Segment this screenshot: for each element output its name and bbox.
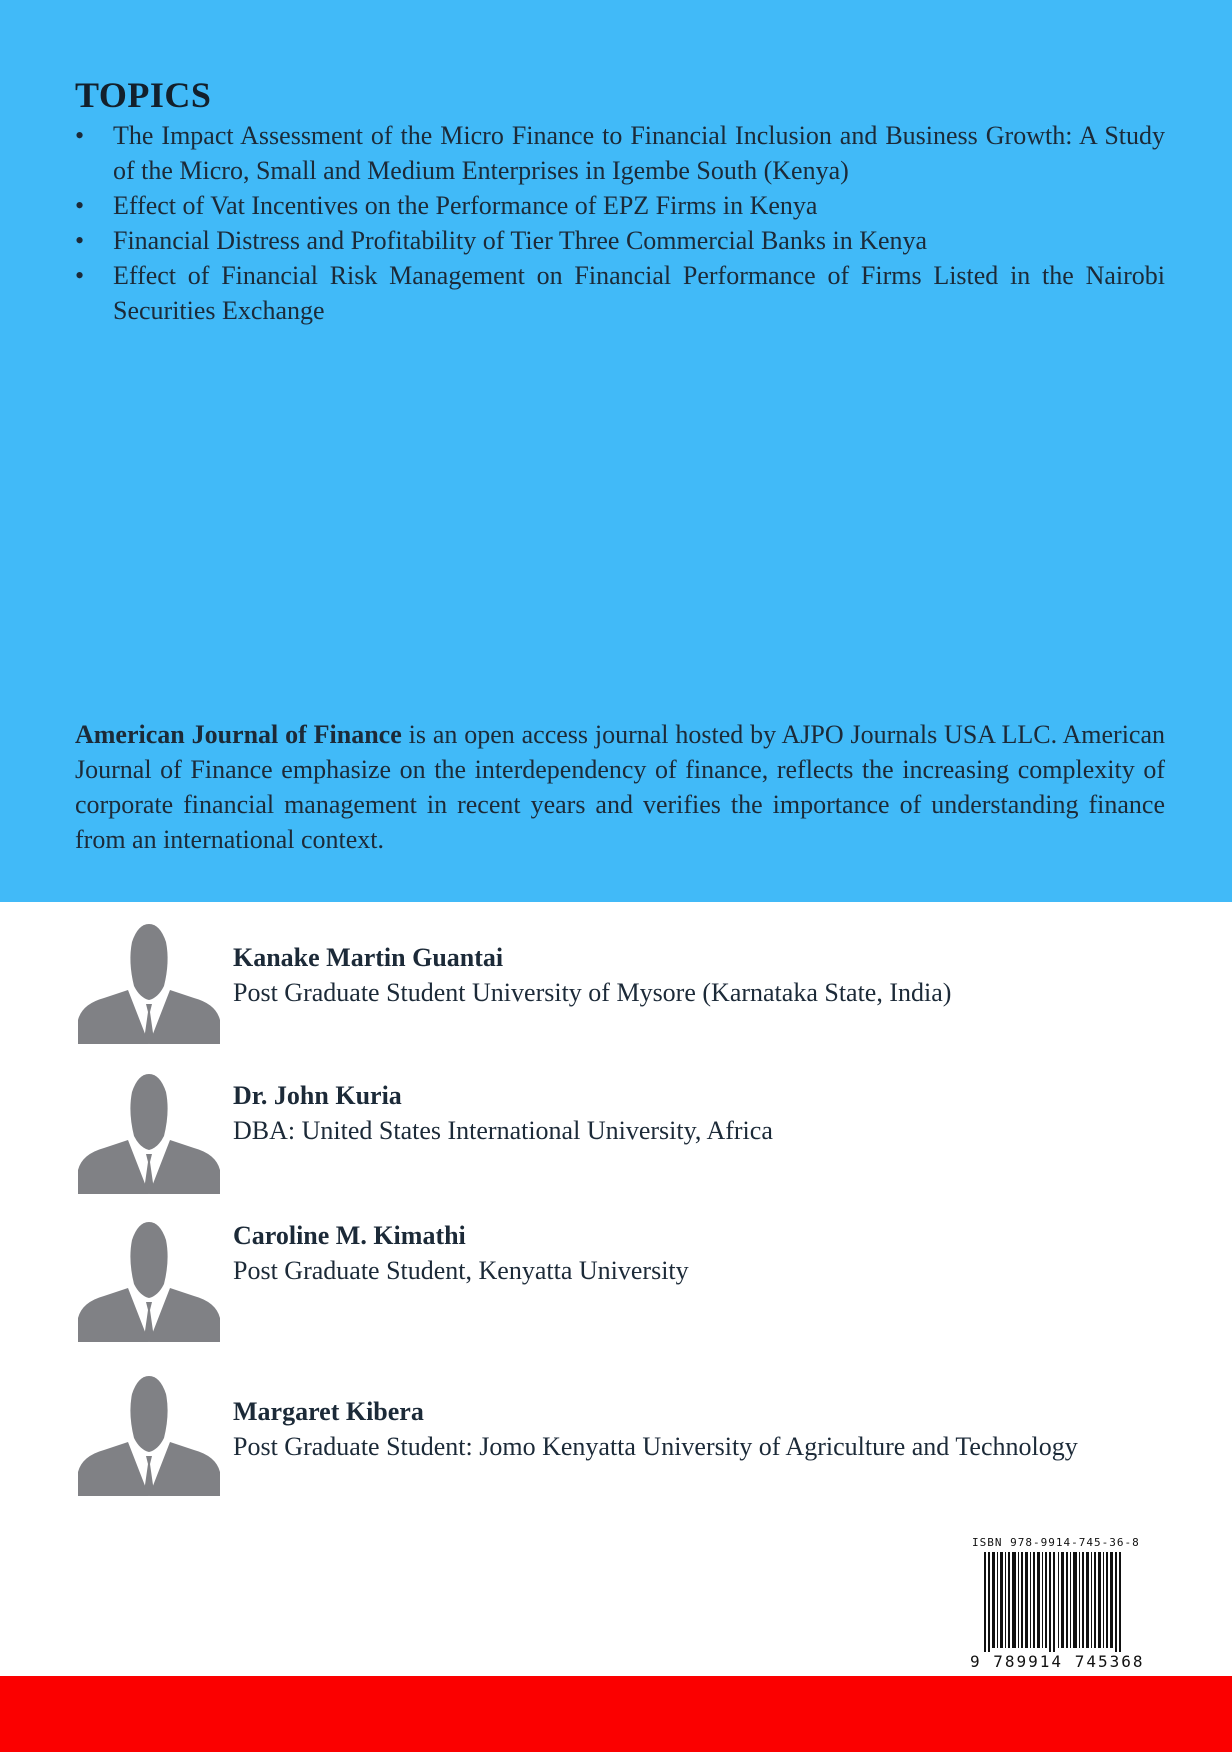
person-silhouette-icon	[78, 1072, 220, 1194]
author-name: Kanake Martin Guantai	[233, 943, 504, 972]
bullet-icon: •	[75, 261, 85, 290]
journal-description	[75, 717, 1165, 857]
author-name: Dr. John Kuria	[233, 1081, 402, 1110]
bullet-icon: •	[75, 191, 85, 220]
author-name: Caroline M. Kimathi	[233, 1221, 466, 1250]
topic-item: • Effect of Vat Incentives on the Performance of EPZ Firms in Kenya	[75, 188, 1165, 223]
isbn-barcode	[968, 1530, 1156, 1675]
barcode-digits: 9 789914 745368	[970, 1652, 1145, 1671]
author-affiliation: Post Graduate Student University of Mysore (Karnataka State, India)	[233, 978, 952, 1007]
topics-list	[75, 118, 1165, 328]
author-affiliation: Post Graduate Student, Kenyatta University	[233, 1256, 689, 1285]
isbn-label: ISBN 978-9914-745-36-8	[972, 1536, 1140, 1549]
author-entry	[78, 1072, 1178, 1197]
topic-item: • Financial Distress and Profitability of Tier Three Commercial Banks in Kenya	[75, 223, 1165, 258]
bullet-icon: •	[75, 121, 85, 150]
person-silhouette-icon	[78, 1220, 220, 1342]
person-silhouette-icon	[78, 922, 220, 1044]
person-silhouette-icon	[78, 1374, 220, 1496]
author-entry	[78, 1220, 1178, 1345]
topics-heading: TOPICS	[75, 75, 212, 115]
author-affiliation: Post Graduate Student: Jomo Kenyatta University of Agriculture and Technology	[233, 1432, 1078, 1461]
topic-item: • Effect of Financial Risk Management on Financial Performance of Firms Listed in the Nairobi Securities Exchange	[75, 258, 1165, 328]
red-footer-band	[0, 1676, 1232, 1752]
bullet-icon: •	[75, 226, 85, 255]
author-affiliation: DBA: United States International University, Africa	[233, 1116, 773, 1145]
author-entry	[78, 1374, 1178, 1499]
topic-item: • The Impact Assessment of the Micro Finance to Financial Inclusion and Business Growth: A Study of the Micro, Small and Medium Enterprises in Igembe South (Kenya)	[75, 118, 1165, 188]
journal-description-text: is an open access journal hosted by AJPO Journals USA LLC. American Journal of Finance emphasize on the interdependency of finance, reflects the increasing complexity of corporate financial management in recent years and verifies the importance of understanding finance from an international context.	[75, 720, 1166, 854]
author-entry	[78, 922, 1178, 1047]
author-name: Margaret Kibera	[233, 1397, 424, 1426]
journal-name: American Journal of Finance	[75, 720, 402, 749]
barcode-icon	[968, 1552, 1156, 1656]
